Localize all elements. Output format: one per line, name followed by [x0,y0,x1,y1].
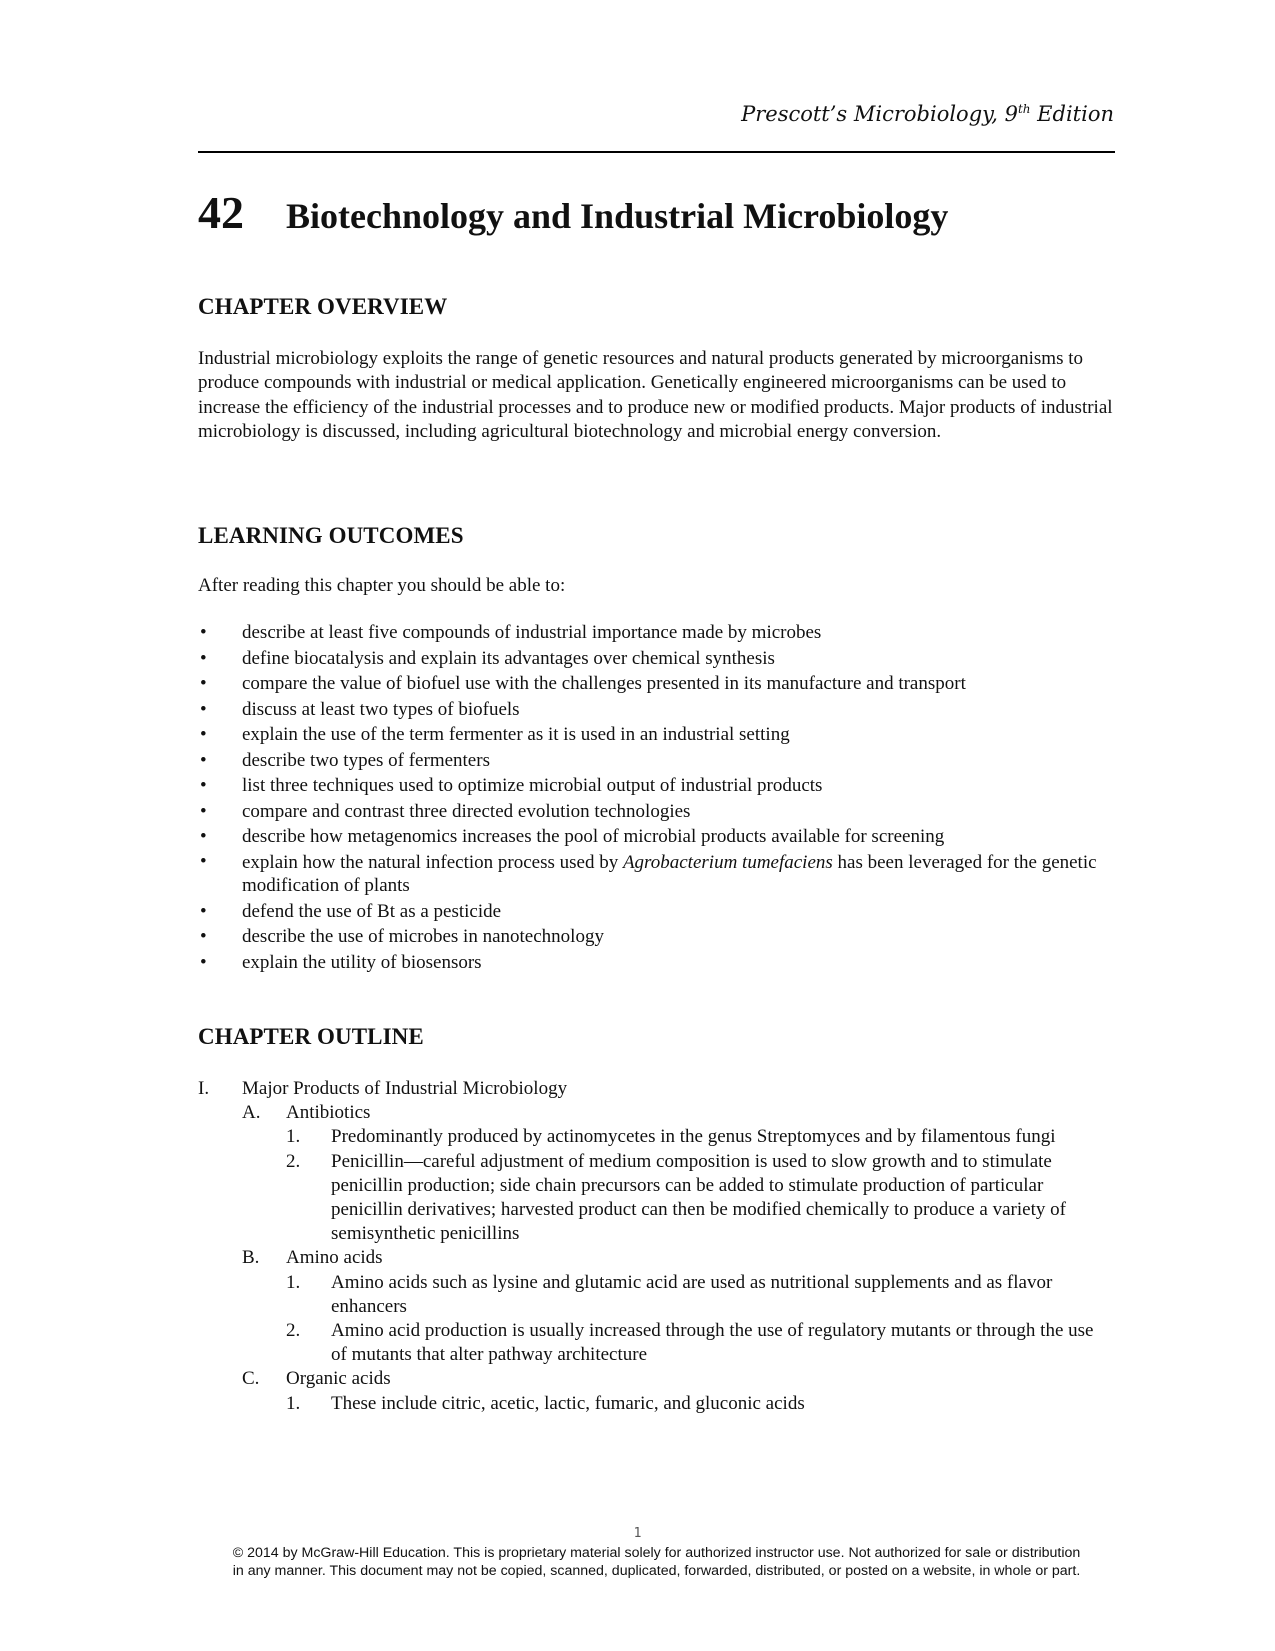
outline-text: Amino acids such as lysine and glutamic acid are used as nutritional supplements and as flavor enhancers [331,1271,1053,1317]
running-head [741,102,1114,126]
list-item-text: describe the use of microbes in nanotechnology [242,926,604,948]
outcomes-heading: LEARNING OUTCOMES [198,523,464,548]
outline-text: These include citric, acetic, lactic, fumaric, and gluconic acids [331,1392,805,1414]
bullet-marker: • [200,800,207,822]
overview-heading: CHAPTER OVERVIEW [198,294,448,319]
list-item [198,773,1114,799]
outline-marker: 1. [286,1126,301,1148]
list-item [198,748,1114,774]
bullet-marker: • [200,951,207,973]
outline-text: Amino acids [286,1247,383,1269]
species-name: Agrobacterium tumefaciens [622,851,833,873]
outline-item [198,1125,1114,1149]
bullet-marker: • [200,900,207,922]
list-item [198,620,1114,646]
outline-marker: I. [198,1078,210,1099]
outcomes-section [198,523,1114,975]
list-item-text: discuss at least two types of biofuels [242,698,520,720]
outline-item [198,1319,1114,1367]
overview-section [198,294,1114,445]
outline-item [198,1101,1114,1125]
list-item [198,697,1114,723]
footer-line-2: in any manner. This document may not be copied, scanned, duplicated, forwarded, distributed, or posted on a website, in whole or part. [232,1563,1081,1579]
list-item-text: compare and contrast three directed evolution technologies [242,800,691,822]
outcomes-intro: After reading this chapter you should be able to: [198,575,566,596]
list-item-text: list three techniques used to optimize microbial output of industrial products [242,775,823,797]
list-item-text: describe at least five compounds of industrial importance made by microbes [242,622,822,644]
list-item [198,646,1114,672]
bullet-marker: • [200,826,207,848]
outline-marker: B. [242,1247,260,1269]
footer-line-1: © 2014 by McGraw-Hill Education. This is proprietary material solely for authorized instructor use. Not authorized for sale or distribution [232,1545,1081,1561]
outline-marker: 1. [286,1271,301,1293]
list-item [198,924,1114,950]
list-item [198,824,1114,850]
overview-text: Industrial microbiology exploits the range of genetic resources and natural products generated by microorganisms to produce compounds with industrial or medical application. Genetically engineered microorganisms can be used to increase the efficiency of the industrial processes and to produce new or modified products. Major products of industrial microbiology is discussed, including agricultural biotechnology and microbial energy conversion. [198,348,1113,443]
list-item [198,799,1114,825]
outline-item [198,1246,1114,1270]
list-item-text: explain how the natural infection process used by [242,851,623,873]
list-item-text: describe two types of fermenters [242,749,490,771]
bullet-marker: • [200,850,207,872]
outline-marker: A. [242,1102,261,1124]
outline-section [198,1024,1114,1416]
bullet-marker: • [200,724,207,746]
outline-marker: 2. [286,1320,301,1342]
outline-heading: CHAPTER OUTLINE [198,1024,424,1049]
outline-item [198,1392,1114,1416]
outline-list [198,1077,1114,1416]
bullet-marker: • [200,775,207,797]
book-title: Prescott’s Microbiology, 9 [741,102,1018,126]
outline-marker: 2. [286,1150,301,1172]
outline-text: Organic acids [286,1368,391,1390]
outline-item [198,1367,1114,1391]
outcomes-list [198,620,1114,975]
chapter-number: 42 [198,187,244,238]
outline-text: Amino acid production is usually increased through the use of regulatory mutants or through the use of mutants that alter pathway architecture [331,1320,1094,1366]
outline-text: Antibiotics [286,1102,371,1124]
outline-marker: 1. [286,1392,301,1414]
list-item-text: explain the utility of biosensors [242,951,482,973]
outline-text: Penicillin—careful adjustment of medium composition is used to slow growth and to stimulate penicillin production; side chain precursors can be added to stimulate production of particular penicillin derivatives; harvested product can then be modified chemically to produce a variety of semisynthetic penicillins [331,1150,1066,1245]
edition-label: Edition [1030,102,1114,126]
outline-text: Major Products of Industrial Microbiology [242,1078,568,1099]
bullet-marker: • [200,647,207,669]
outline-item [198,1150,1114,1247]
bullet-marker: • [200,749,207,771]
list-item-text: defend the use of Bt as a pesticide [242,900,502,922]
list-item-text: explain the use of the term fermenter as it is used in an industrial setting [242,724,790,746]
page-number: 1 [633,1526,642,1541]
copyright-footer [198,1544,1115,1580]
bullet-marker: • [200,926,207,948]
list-item [198,671,1114,697]
chapter-title [198,186,948,239]
list-item [198,899,1114,925]
list-item-text: compare the value of biofuel use with the challenges presented in its manufacture and transport [242,673,966,695]
bullet-marker: • [200,673,207,695]
outline-item [198,1271,1114,1319]
outline-text: Predominantly produced by actinomycetes in the genus Streptomyces and by filamentous fungi [331,1126,1056,1148]
list-item-text-continued: has been leveraged for the genetic modification of plants [242,851,1097,897]
list-item [198,950,1114,976]
bullet-marker: • [200,622,207,644]
header-rule [198,151,1115,153]
bullet-marker: • [200,698,207,720]
list-item [198,850,1114,899]
outline-marker: C. [242,1368,260,1390]
list-item-text: describe how metagenomics increases the pool of microbial products available for screening [242,826,945,848]
edition-superscript: th [1017,102,1031,116]
outline-item [198,1077,1114,1101]
list-item-text: define biocatalysis and explain its advantages over chemical synthesis [242,647,775,669]
chapter-name: Biotechnology and Industrial Microbiology [286,196,949,236]
list-item [198,722,1114,748]
